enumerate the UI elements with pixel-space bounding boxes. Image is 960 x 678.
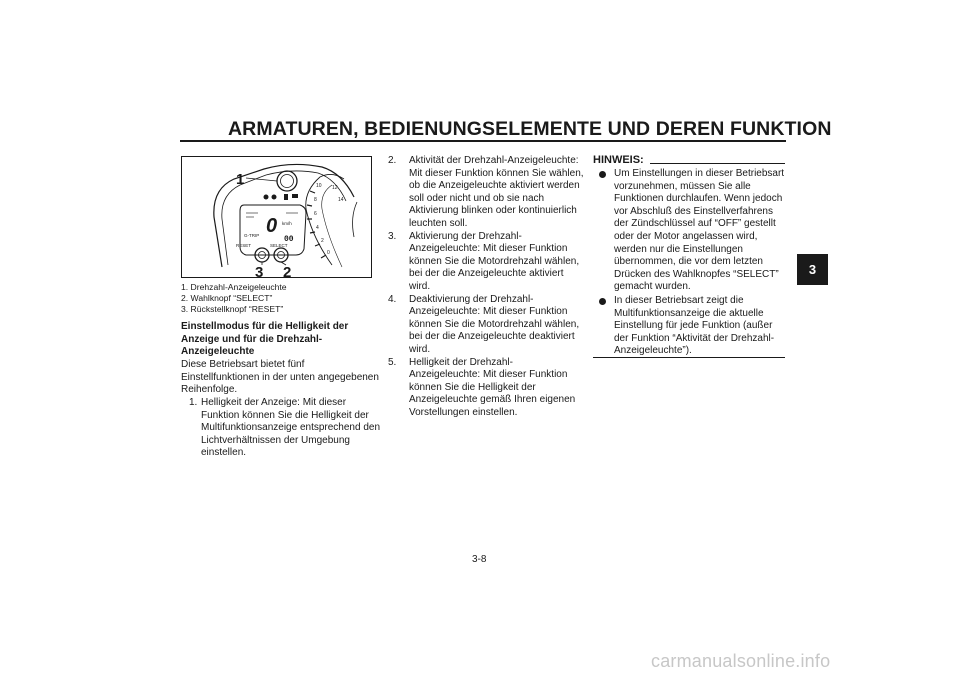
select-label: SELECT [270,243,288,248]
bullet-dot-icon [599,171,606,178]
list-item-number: 3. [388,230,397,242]
list-item-number: 1. [189,397,198,408]
callout-2: 2 [283,264,292,278]
note-list [597,168,789,359]
note-bullet [597,295,789,358]
reset-label: RESET [236,243,252,248]
caption-item: 3. Rückstellknopf “RESET” [181,304,284,315]
svg-text:2: 2 [321,238,324,244]
svg-text:8: 8 [314,197,317,203]
list-item [388,294,584,357]
note-bullet-text: In dieser Betriebsart zeigt die Multifunktionsanzeige die aktuelle Einstellung für jede Funktion (außer der Funktion “Aktivität der Drehzahl-Anzeigeleuchte”). [614,294,775,357]
lcd-trip-label: G-TRIP [244,233,260,238]
list-item-text: Helligkeit der Anzeige: Mit dieser Funktion können Sie die Helligkeit der Multifunktionsanzeige entsprechend den Lichtverhältnissen der Umgebung einstellen. [201,397,381,459]
svg-text:4: 4 [316,225,319,231]
list-item-number: 4. [388,293,397,305]
function-list-part2 [388,155,584,419]
lcd-small-digits: 00 [284,235,294,244]
svg-text:12: 12 [332,185,338,191]
list-item-number: 2. [388,155,397,166]
section-heading: Einstellmodus für die Helligkeit der Anzeige und für die Drehzahl-Anzeigeleuchte [181,321,349,358]
list-item-text: Aktivierung der Drehzahl-Anzeigeleuchte: Mit dieser Funktion können Sie die Motordrehzahl wählen, bei der die Anzeigeleuchte aktiviert wird. [409,230,580,292]
list-item [181,397,381,460]
list-item [388,357,584,420]
note-bullet [597,168,789,294]
note-bullet-text: Um Einstellungen in dieser Betriebsart vorzunehmen, müssen Sie alle Funktionen durchlaufen. Wenn jedoch vor Abschluß des Einstellverfahrens der Zündschlüssel auf “OFF” gestellt oder der Motor angelassen wird, werden nur die Einstellungen übernommen, die vor dem letzten Drücken des Wahlknopfes “SELECT” gemacht wurden. [614,168,785,293]
watermark: carmanualsonline.info [651,651,831,671]
caption-item: 1. Drehzahl-Anzeigeleuchte [181,282,287,292]
svg-text:10: 10 [316,183,322,189]
function-list-part1 [181,397,381,460]
svg-text:0: 0 [327,250,330,256]
list-item-number: 5. [388,356,397,368]
note-rule-top [650,163,785,164]
lcd-unit-label: km/h [282,221,292,226]
list-item-text: Deaktivierung der Drehzahl-Anzeigeleuchte: Mit dieser Funktion können Sie die Motordrehzahl wählen, bei der die Anzeigeleuchte deaktiviert wird. [409,293,580,355]
figure-captions [181,282,381,316]
note-title: HINWEIS: [593,154,644,166]
bullet-dot-icon [599,298,606,305]
section-intro: Diese Betriebsart bietet fünf Einstellfunktionen in der unten angegebenen Reihenfolge. [181,359,379,396]
note-rule-bottom [593,357,785,358]
instrument-cluster-figure [181,156,372,278]
instrument-cluster-illustration [182,157,372,278]
chapter-tab: 3 [797,254,828,285]
svg-text:14: 14 [338,197,344,203]
page-header-title: ARMATUREN, BEDIENUNGSELEMENTE UND DEREN FUNKTION [228,118,832,140]
svg-text:6: 6 [314,211,317,217]
header-rule [180,140,786,142]
caption-item: 2. Wahlknopf “SELECT” [181,293,273,304]
list-item [388,231,584,294]
list-item [388,155,584,231]
list-item-text: Helligkeit der Drehzahl-Anzeigeleuchte: Mit dieser Funktion können Sie die Helligkeit der Anzeigeleuchte gemäß Ihren eigenen Vorstellungen einstellen. [409,356,576,418]
callout-1: 1 [236,171,245,188]
callout-3: 3 [255,264,264,278]
lcd-gear-digit: 0 [266,215,278,237]
page-number: 3-8 [472,554,487,565]
list-item-text: Aktivität der Drehzahl-Anzeigeleuchte: Mit dieser Funktion können Sie wählen, ob die Anzeigeleuchte aktiviert werden soll oder nicht und ob sie nach Aktivierung blinken oder kontinuierlich leuchten soll. [409,155,584,229]
